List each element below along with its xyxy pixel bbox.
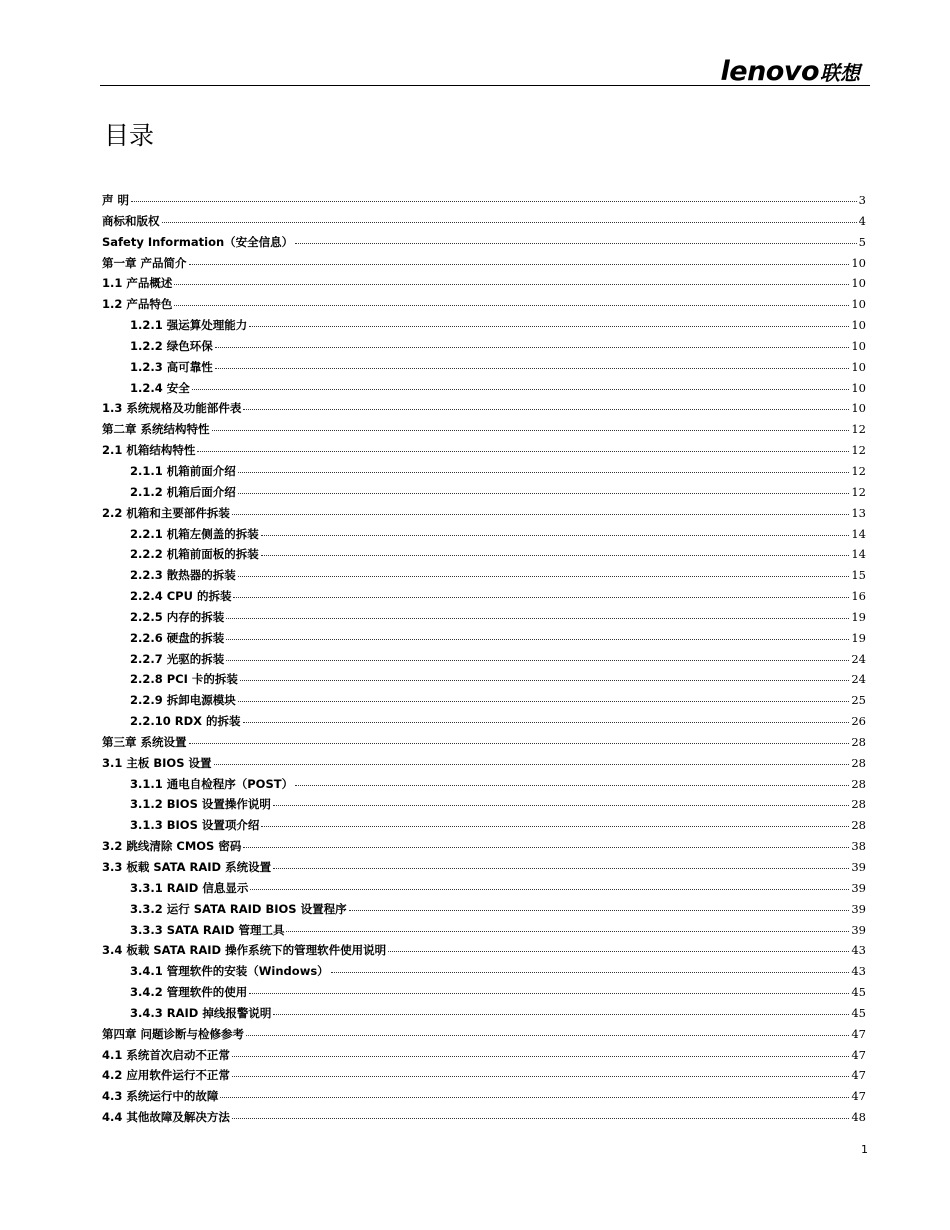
toc-entry-label: 3.1 主板 BIOS 设置 — [102, 755, 212, 770]
toc-dot-leader — [189, 743, 850, 744]
toc-entry[interactable] — [102, 1026, 866, 1047]
toc-entry[interactable] — [102, 255, 866, 276]
toc-dot-leader — [331, 972, 850, 973]
toc-entry[interactable] — [102, 296, 866, 317]
toc-entry-label: 1.2.4 安全 — [130, 380, 190, 395]
toc-entry-page: 19 — [851, 630, 866, 645]
toc-entry-label: 3.3.2 运行 SATA RAID BIOS 设置程序 — [130, 901, 347, 916]
toc-entry[interactable] — [102, 526, 866, 547]
toc-entry[interactable] — [102, 1088, 866, 1109]
toc-entry-label: 1.1 产品概述 — [102, 276, 173, 291]
toc-entry-page: 10 — [851, 297, 866, 312]
toc-entry-label: 2.2.7 光驱的拆装 — [130, 651, 225, 666]
toc-entry-page: 25 — [851, 693, 866, 708]
toc-dot-leader — [273, 868, 849, 869]
toc-entry-label: 1.2.1 强运算处理能力 — [130, 318, 248, 333]
toc-entry-page: 12 — [851, 422, 866, 437]
toc-entry-page: 47 — [851, 1068, 866, 1083]
toc-entry-label: 4.1 系统首次启动不正常 — [102, 1047, 230, 1062]
toc-dot-leader — [232, 1056, 849, 1057]
toc-dot-leader — [238, 701, 850, 702]
toc-entry-label: 3.1.3 BIOS 设置项介绍 — [130, 818, 260, 833]
toc-entry-label: 2.2.9 拆卸电源模块 — [130, 693, 236, 708]
toc-entry-page: 45 — [851, 1005, 866, 1020]
toc-entry-label: 3.1.2 BIOS 设置操作说明 — [130, 797, 271, 812]
toc-entry-page: 3 — [858, 193, 866, 207]
toc-dot-leader — [226, 618, 849, 619]
table-of-contents — [102, 192, 866, 1130]
toc-entry-label: 4.3 系统运行中的故障 — [102, 1089, 219, 1104]
toc-entry[interactable] — [102, 421, 866, 442]
toc-entry[interactable] — [102, 838, 866, 859]
toc-dot-leader — [249, 993, 849, 994]
toc-dot-leader — [261, 535, 850, 536]
toc-entry-page: 28 — [851, 776, 866, 791]
toc-entry-label: 3.4.2 管理软件的使用 — [130, 985, 248, 1000]
toc-dot-leader — [214, 764, 850, 765]
toc-entry-label: 3.4 板载 SATA RAID 操作系统下的管理软件使用说明 — [102, 943, 387, 958]
toc-entry-label: 第三章 系统设置 — [102, 734, 187, 749]
lenovo-logo — [721, 56, 861, 87]
toc-entry-label: 1.2 产品特色 — [102, 297, 173, 312]
toc-entry[interactable] — [102, 651, 866, 672]
toc-entry-label: 2.1 机箱结构特性 — [102, 443, 196, 458]
toc-entry[interactable] — [102, 692, 866, 713]
toc-entry-page: 28 — [851, 734, 866, 749]
toc-entry[interactable] — [102, 755, 866, 776]
toc-entry-page: 10 — [851, 276, 866, 291]
toc-dot-leader — [286, 931, 849, 932]
toc-entry-page: 28 — [851, 797, 866, 812]
toc-dot-leader — [215, 368, 850, 369]
toc-entry-label: 2.2.4 CPU 的拆装 — [130, 589, 232, 604]
toc-dot-leader — [246, 1035, 849, 1036]
toc-entry-page: 28 — [851, 755, 866, 770]
toc-entry[interactable] — [102, 776, 866, 797]
toc-dot-leader — [189, 264, 850, 265]
logo-chinese: 联想 — [820, 61, 860, 85]
toc-entry-page: 12 — [851, 443, 866, 458]
toc-dot-leader — [273, 805, 850, 806]
toc-entry-page: 39 — [851, 880, 866, 895]
toc-entry[interactable] — [102, 984, 866, 1005]
toc-dot-leader — [349, 910, 850, 911]
toc-entry-page: 45 — [851, 985, 866, 1000]
toc-entry-page: 10 — [851, 401, 866, 416]
toc-entry-page: 48 — [851, 1110, 866, 1125]
toc-dot-leader — [238, 472, 850, 473]
toc-entry[interactable] — [102, 1047, 866, 1068]
toc-entry-page: 26 — [851, 714, 866, 729]
toc-dot-leader — [197, 451, 849, 452]
toc-dot-leader — [261, 826, 849, 827]
toc-entry-label: 第四章 问题诊断与检修参考 — [102, 1026, 245, 1041]
toc-dot-leader — [174, 284, 849, 285]
toc-entry[interactable] — [102, 463, 866, 484]
toc-entry[interactable] — [102, 546, 866, 567]
toc-entry-label: 2.2.5 内存的拆装 — [130, 609, 225, 624]
page-number: 1 — [861, 1143, 868, 1156]
page-title: 目录 — [104, 121, 155, 150]
header-divider — [100, 85, 870, 86]
toc-entry[interactable] — [102, 1005, 866, 1026]
toc-entry[interactable] — [102, 338, 866, 359]
toc-entry-page: 47 — [851, 1026, 866, 1041]
toc-entry-label: 3.4.1 管理软件的安装（Windows） — [130, 964, 329, 979]
toc-entry-label: 3.2 跳线清除 CMOS 密码 — [102, 839, 242, 854]
toc-entry[interactable] — [102, 859, 866, 880]
toc-entry-label: 声 明 — [102, 193, 130, 207]
toc-dot-leader — [273, 1014, 849, 1015]
toc-entry[interactable] — [102, 630, 866, 651]
toc-dot-leader — [131, 201, 857, 202]
toc-entry-page: 47 — [851, 1089, 866, 1104]
toc-entry-page: 47 — [851, 1047, 866, 1062]
toc-dot-leader — [226, 639, 849, 640]
toc-entry[interactable] — [102, 588, 866, 609]
toc-dot-leader — [240, 680, 849, 681]
toc-dot-leader — [174, 305, 849, 306]
toc-entry-label: Safety Information（安全信息） — [102, 234, 294, 249]
toc-entry[interactable] — [102, 901, 866, 922]
toc-dot-leader — [212, 430, 850, 431]
toc-entry[interactable] — [102, 505, 866, 526]
toc-entry[interactable] — [102, 567, 866, 588]
toc-entry-page: 13 — [851, 505, 866, 520]
toc-entry[interactable] — [102, 234, 866, 255]
toc-entry-page: 10 — [851, 359, 866, 374]
toc-entry-page: 15 — [851, 568, 866, 583]
toc-entry-page: 10 — [851, 318, 866, 333]
toc-dot-leader — [215, 347, 850, 348]
toc-entry[interactable] — [102, 609, 866, 630]
toc-entry-page: 14 — [851, 526, 866, 541]
toc-entry-label: 1.2.2 绿色环保 — [130, 338, 213, 353]
toc-entry-page: 14 — [851, 547, 866, 562]
toc-entry[interactable] — [102, 442, 866, 463]
toc-entry[interactable] — [102, 317, 866, 338]
toc-entry-page: 39 — [851, 922, 866, 937]
toc-entry[interactable] — [102, 359, 866, 380]
toc-dot-leader — [250, 889, 849, 890]
toc-entry[interactable] — [102, 192, 866, 213]
toc-dot-leader — [295, 243, 857, 244]
toc-entry-page: 12 — [851, 463, 866, 478]
toc-entry[interactable] — [102, 400, 866, 421]
toc-entry-page: 39 — [851, 901, 866, 916]
toc-entry[interactable] — [102, 484, 866, 505]
toc-entry[interactable] — [102, 275, 866, 296]
toc-entry-page: 12 — [851, 484, 866, 499]
toc-entry-page: 38 — [851, 839, 866, 854]
toc-entry[interactable] — [102, 942, 866, 963]
toc-entry-page: 10 — [851, 255, 866, 270]
toc-entry-label: 2.2 机箱和主要部件拆装 — [102, 505, 230, 520]
toc-entry[interactable] — [102, 817, 866, 838]
toc-dot-leader — [226, 660, 849, 661]
toc-entry[interactable] — [102, 922, 866, 943]
toc-entry[interactable] — [102, 796, 866, 817]
toc-entry-label: 第二章 系统结构特性 — [102, 422, 210, 437]
toc-entry-label: 2.2.8 PCI 卡的拆装 — [130, 672, 238, 687]
toc-dot-leader — [232, 1118, 849, 1119]
toc-entry-label: 3.1.1 通电自检程序（POST） — [130, 776, 294, 791]
toc-entry-page: 10 — [851, 380, 866, 395]
toc-dot-leader — [220, 1097, 849, 1098]
toc-entry-label: 4.2 应用软件运行不正常 — [102, 1068, 230, 1083]
toc-entry-label: 2.2.1 机箱左侧盖的拆装 — [130, 526, 259, 541]
toc-entry[interactable] — [102, 213, 866, 234]
toc-dot-leader — [232, 1076, 849, 1077]
toc-entry-page: 24 — [851, 651, 866, 666]
toc-entry[interactable] — [102, 671, 866, 692]
toc-entry-label: 1.3 系统规格及功能部件表 — [102, 401, 242, 416]
toc-dot-leader — [243, 409, 849, 410]
toc-entry-page: 43 — [851, 964, 866, 979]
toc-entry-label: 2.2.6 硬盘的拆装 — [130, 630, 225, 645]
toc-entry-page: 4 — [858, 213, 866, 228]
toc-dot-leader — [238, 576, 850, 577]
toc-dot-leader — [261, 555, 850, 556]
toc-entry-label: 2.1.1 机箱前面介绍 — [130, 463, 236, 478]
logo-wordmark: lenovo — [720, 56, 819, 87]
toc-entry-page: 16 — [851, 589, 866, 604]
toc-entry[interactable] — [102, 1109, 866, 1130]
toc-dot-leader — [243, 847, 849, 848]
toc-entry[interactable] — [102, 734, 866, 755]
toc-entry-label: 2.2.2 机箱前面板的拆装 — [130, 547, 259, 562]
toc-entry[interactable] — [102, 1067, 866, 1088]
toc-entry[interactable] — [102, 713, 866, 734]
toc-entry-label: 3.3.3 SATA RAID 管理工具 — [130, 922, 285, 937]
toc-entry-label: 3.4.3 RAID 掉线报警说明 — [130, 1005, 272, 1020]
toc-dot-leader — [249, 326, 849, 327]
toc-dot-leader — [243, 722, 850, 723]
toc-entry-page: 39 — [851, 860, 866, 874]
toc-entry-label: 3.3.1 RAID 信息显示 — [130, 880, 249, 895]
toc-entry-label: 4.4 其他故障及解决方法 — [102, 1110, 230, 1125]
toc-dot-leader — [233, 597, 849, 598]
toc-entry-page: 28 — [851, 818, 866, 833]
toc-entry[interactable] — [102, 880, 866, 901]
toc-entry-label: 2.2.10 RDX 的拆装 — [130, 714, 241, 729]
toc-dot-leader — [232, 514, 849, 515]
toc-entry-page: 43 — [851, 943, 866, 958]
toc-entry[interactable] — [102, 963, 866, 984]
toc-entry-page: 24 — [851, 672, 866, 687]
toc-entry-page: 5 — [858, 234, 866, 249]
toc-entry-label: 第一章 产品简介 — [102, 255, 187, 270]
toc-dot-leader — [162, 222, 857, 223]
toc-entry-label: 1.2.3 高可靠性 — [130, 359, 213, 374]
toc-dot-leader — [192, 389, 850, 390]
toc-entry-label: 2.2.3 散热器的拆装 — [130, 568, 236, 583]
toc-entry[interactable] — [102, 380, 866, 401]
toc-entry-label: 商标和版权 — [102, 213, 160, 228]
toc-dot-leader — [295, 785, 849, 786]
toc-entry-page: 10 — [851, 338, 866, 353]
toc-entry-label: 2.1.2 机箱后面介绍 — [130, 484, 236, 499]
toc-entry-label: 3.3 板载 SATA RAID 系统设置 — [102, 860, 272, 874]
toc-dot-leader — [238, 493, 850, 494]
toc-entry-page: 19 — [851, 609, 866, 624]
toc-dot-leader — [388, 951, 849, 952]
